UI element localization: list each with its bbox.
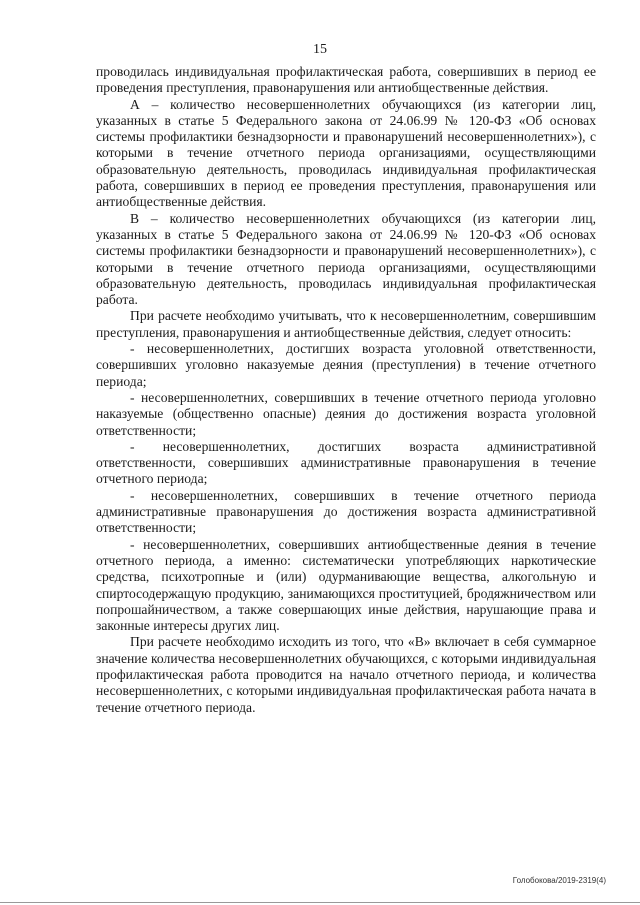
paragraph-continuation: проводилась индивидуальная профилактическая работа, совершивших в период ее проведения преступления, правонарушения или антиобщественные действия. bbox=[96, 64, 596, 96]
paragraph-definition-b: В – количество несовершеннолетних обучающихся (из категории лиц, указанных в статье 5 Федерального закона от 24.06.99 № 120-ФЗ «Об основах системы профилактики безнадзорности и правонарушений несовершеннолетних»), с которыми в течение отчетного периода организациями, осуществляющими образовательную деятельность, проводилась индивидуальная профилактическая работа. bbox=[96, 210, 596, 308]
paragraph-calculation-b: При расчете необходимо исходить из того, что «В» включает в себя суммарное значение количества несовершеннолетних обучающихся, с которыми индивидуальная профилактическая работа проводится на начало отчетного периода, и количества несовершеннолетних, с которыми индивидуальная профилактическая работа начата в течение отчетного периода. bbox=[96, 634, 596, 715]
document-body bbox=[96, 64, 596, 716]
list-item-administrative-age: - несовершеннолетних, достигших возраста административной ответственности, совершивших административные правонарушения в течение отчетного периода; bbox=[96, 438, 596, 487]
paragraph-calculation-note: При расчете необходимо учитывать, что к несовершеннолетним, совершившим преступления, правонарушения и антиобщественные действия, следует относить: bbox=[96, 308, 596, 340]
list-item-before-criminal-age: - несовершеннолетних, совершивших в течение отчетного периода уголовно наказуемые (общественно опасные) деяния до достижения возраста уголовной ответственности; bbox=[96, 389, 596, 438]
page-number: 15 bbox=[313, 42, 327, 57]
paragraph-definition-a: А – количество несовершеннолетних обучающихся (из категории лиц, указанных в статье 5 Федерального закона от 24.06.99 № 120-ФЗ «Об основах системы профилактики безнадзорности и правонарушений несовершеннолетних»), с которыми в течение отчетного периода организациями, осуществляющими образовательную деятельность, проводилась индивидуальная профилактическая работа, совершивших в период ее проведения преступления, правонарушения или антиобщественные действия. bbox=[96, 96, 596, 210]
list-item-criminal-age: - несовершеннолетних, достигших возраста уголовной ответственности, совершивших уголовно наказуемые деяния (преступления) в течение отчетного периода; bbox=[96, 341, 596, 389]
list-item-antisocial-acts: - несовершеннолетних, совершивших антиобщественные деяния в течение отчетного периода, а именно: систематически употребляющих наркотические средства, психотропные и (или) одурманивающие вещества, алкогольную и спиртосодержащую продукцию, занимающихся проституцией, бродяжничеством или попрошайничеством, а также совершающих иные действия, нарушающие права и законные интересы других лиц. bbox=[96, 536, 596, 634]
page-bottom-edge bbox=[0, 902, 640, 903]
list-item-before-administrative-age: - несовершеннолетних, совершивших в течение отчетного периода административные правонарушения до достижения возраста административной ответственности; bbox=[96, 487, 596, 536]
document-code: Голобокова/2019-2319(4) bbox=[512, 876, 606, 885]
